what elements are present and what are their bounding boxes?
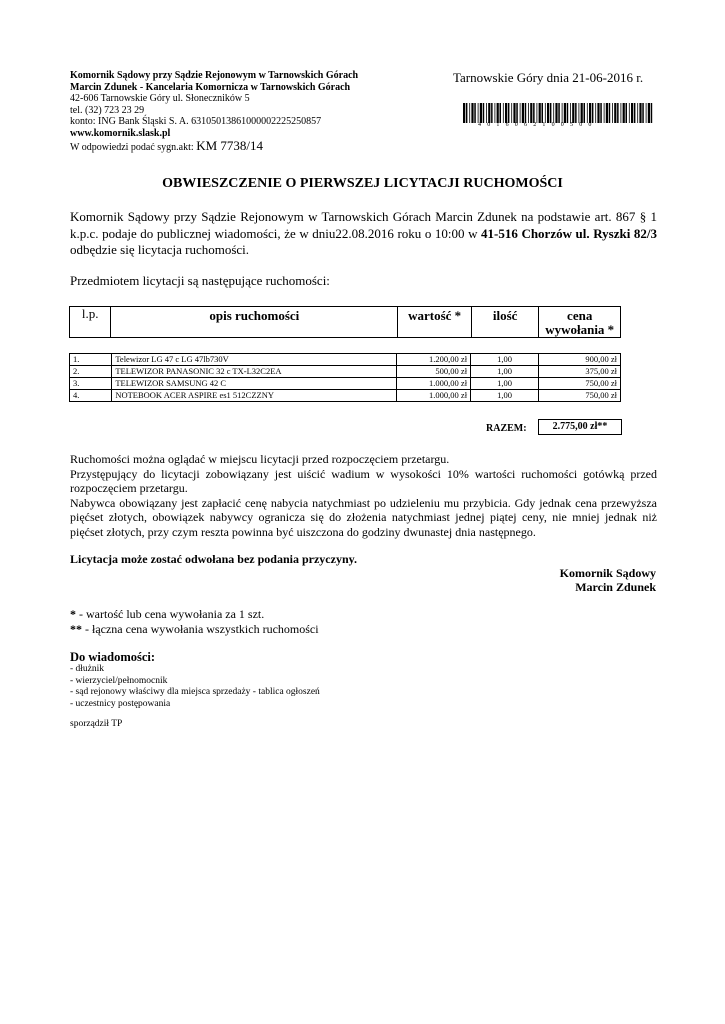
item-price: 900,00 zł bbox=[538, 354, 620, 366]
cancel-note: Licytacja może zostać odwołana bez podania przyczyny. bbox=[70, 552, 357, 566]
distribution-list bbox=[70, 650, 320, 710]
item-lp: 4. bbox=[70, 390, 112, 402]
footnote-mark: * bbox=[70, 607, 76, 621]
case-number: KM 7738/14 bbox=[196, 137, 263, 153]
footnotes bbox=[70, 607, 319, 636]
item-description: TELEWIZOR PANASONIC 32 c TX-L32C2EA bbox=[112, 366, 396, 378]
item-quantity: 1,00 bbox=[471, 378, 539, 390]
item-value: 500,00 zł bbox=[396, 366, 470, 378]
total-value: 2.775,00 zł** bbox=[538, 419, 622, 435]
barcode-icon bbox=[463, 103, 653, 123]
prepared-by: sporządził TP bbox=[70, 719, 123, 729]
header-phone: tel. (32) 723 23 29 bbox=[70, 104, 145, 116]
signature-title: Komornik Sądowy bbox=[559, 566, 656, 580]
distribution-item: - uczestnicy postępowania bbox=[70, 698, 171, 709]
footnote-mark: ** bbox=[70, 621, 82, 636]
total-label: RAZEM: bbox=[486, 423, 527, 434]
intro-text-2: odbędzie się licytacja ruchomości. bbox=[70, 242, 250, 257]
footnote bbox=[70, 607, 319, 622]
signature-name: Marcin Zdunek bbox=[575, 580, 656, 594]
document-title: OBWIESZCZENIE O PIERWSZEJ LICYTACJI RUCHOMOŚCI bbox=[162, 176, 563, 191]
item-description: NOTEBOOK ACER ASPIRE es1 512CZZNY bbox=[112, 390, 396, 402]
header-office-name: Marcin Zdunek - Kancelaria Komornicza w Tarnowskich Górach bbox=[70, 81, 351, 93]
item-price: 750,00 zł bbox=[538, 390, 620, 402]
item-quantity: 1,00 bbox=[471, 354, 539, 366]
items-table bbox=[69, 353, 621, 402]
item-quantity: 1,00 bbox=[471, 366, 539, 378]
header-price: cena wywołania * bbox=[539, 307, 621, 338]
subject-line: Przedmiotem licytacji są następujące ruchomości: bbox=[70, 273, 330, 288]
footnote-text: - wartość lub cena wywołania za 1 szt. bbox=[76, 607, 265, 621]
distribution-item: - dłużnik bbox=[70, 664, 105, 674]
terms-deposit: Przystępujący do licytacji zobowiązany jest uiścić wadium w wysokości 10% wartości ruchomości gotówką przed rozpoczęciem przetargu. bbox=[70, 466, 657, 496]
header-lp: l.p. bbox=[70, 307, 111, 338]
item-lp: 2. bbox=[70, 366, 112, 378]
header-address: 42-606 Tarnowskie Góry ul. Słoneczników 5 bbox=[70, 93, 250, 105]
signature bbox=[560, 566, 656, 594]
item-quantity: 1,00 bbox=[471, 390, 539, 402]
items-table-header bbox=[69, 306, 621, 338]
item-lp: 1. bbox=[70, 354, 112, 366]
item-lp: 3. bbox=[70, 378, 112, 390]
item-description: Telewizor LG 47 c LG 47lb730V bbox=[112, 354, 396, 366]
case-reference bbox=[70, 137, 358, 154]
sender-header bbox=[70, 70, 358, 153]
item-value: 1.000,00 zł bbox=[396, 378, 470, 390]
footnote bbox=[70, 622, 319, 637]
header-value: wartość * bbox=[398, 307, 472, 338]
intro-text-1: Komornik Sądowy przy Sądzie Rejonowym w Tarnowskich Górach Marcin Zdunek na podstawie art. 867 § 1 k.p.c. podaje do publicznej wiadomości, że w dniu22.08.2016 roku o 10:00 w bbox=[70, 209, 657, 241]
table-row bbox=[70, 366, 621, 378]
terms-viewing: Ruchomości można oglądać w miejscu licytacji przed rozpoczęciem przetargu. bbox=[70, 452, 450, 466]
footnote-text: - łączna cena wywołania wszystkich ruchomości bbox=[82, 621, 319, 636]
table-row bbox=[70, 354, 621, 366]
case-reference-label: W odpowiedzi podać sygn.akt: bbox=[70, 141, 194, 153]
barcode-digits: 4016062100500 bbox=[478, 122, 598, 128]
item-description: TELEWIZOR SAMSUNG 42 C bbox=[112, 378, 396, 390]
distribution-item: - wierzyciel/pełnomocnik bbox=[70, 675, 168, 686]
distribution-title: Do wiadomości: bbox=[70, 650, 156, 664]
terms-payment: Nabywca obowiązany jest zapłacić cenę nabycia natychmiast po udzieleniu mu przybicia. Gdy jednak cena przewyższa pięćset złotych, obowiązek nabywcy ogranicza się do złożenia natychmiast jednej piątej ceny, nie mniej jednak niż pięćset złotych, przy czym reszta powinna być uiszczona do godziny dwunastej dnia następnego. bbox=[70, 495, 657, 539]
terms-text bbox=[70, 452, 657, 540]
header-description: opis ruchomości bbox=[111, 307, 398, 338]
table-row bbox=[70, 390, 621, 402]
distribution-item: - sąd rejonowy właściwy dla miejsca sprzedaży - tablica ogłoszeń bbox=[70, 687, 320, 697]
table-row bbox=[70, 378, 621, 390]
header-office: Komornik Sądowy przy Sądzie Rejonowym w Tarnowskich Górach bbox=[70, 70, 359, 81]
header-account: konto: ING Bank Śląski S. A. 63105013861000002225250857 bbox=[70, 116, 322, 128]
place-date: Tarnowskie Góry dnia 21-06-2016 r. bbox=[453, 70, 644, 85]
item-price: 750,00 zł bbox=[538, 378, 620, 390]
item-value: 1.000,00 zł bbox=[396, 390, 470, 402]
header-quantity: ilość bbox=[471, 307, 538, 338]
auction-location: 41-516 Chorzów ul. Ryszki 82/3 bbox=[481, 225, 657, 241]
header-website: www.komornik.slask.pl bbox=[70, 127, 171, 139]
item-price: 375,00 zł bbox=[538, 366, 620, 378]
item-value: 1.200,00 zł bbox=[396, 354, 470, 366]
intro-paragraph bbox=[70, 209, 657, 259]
